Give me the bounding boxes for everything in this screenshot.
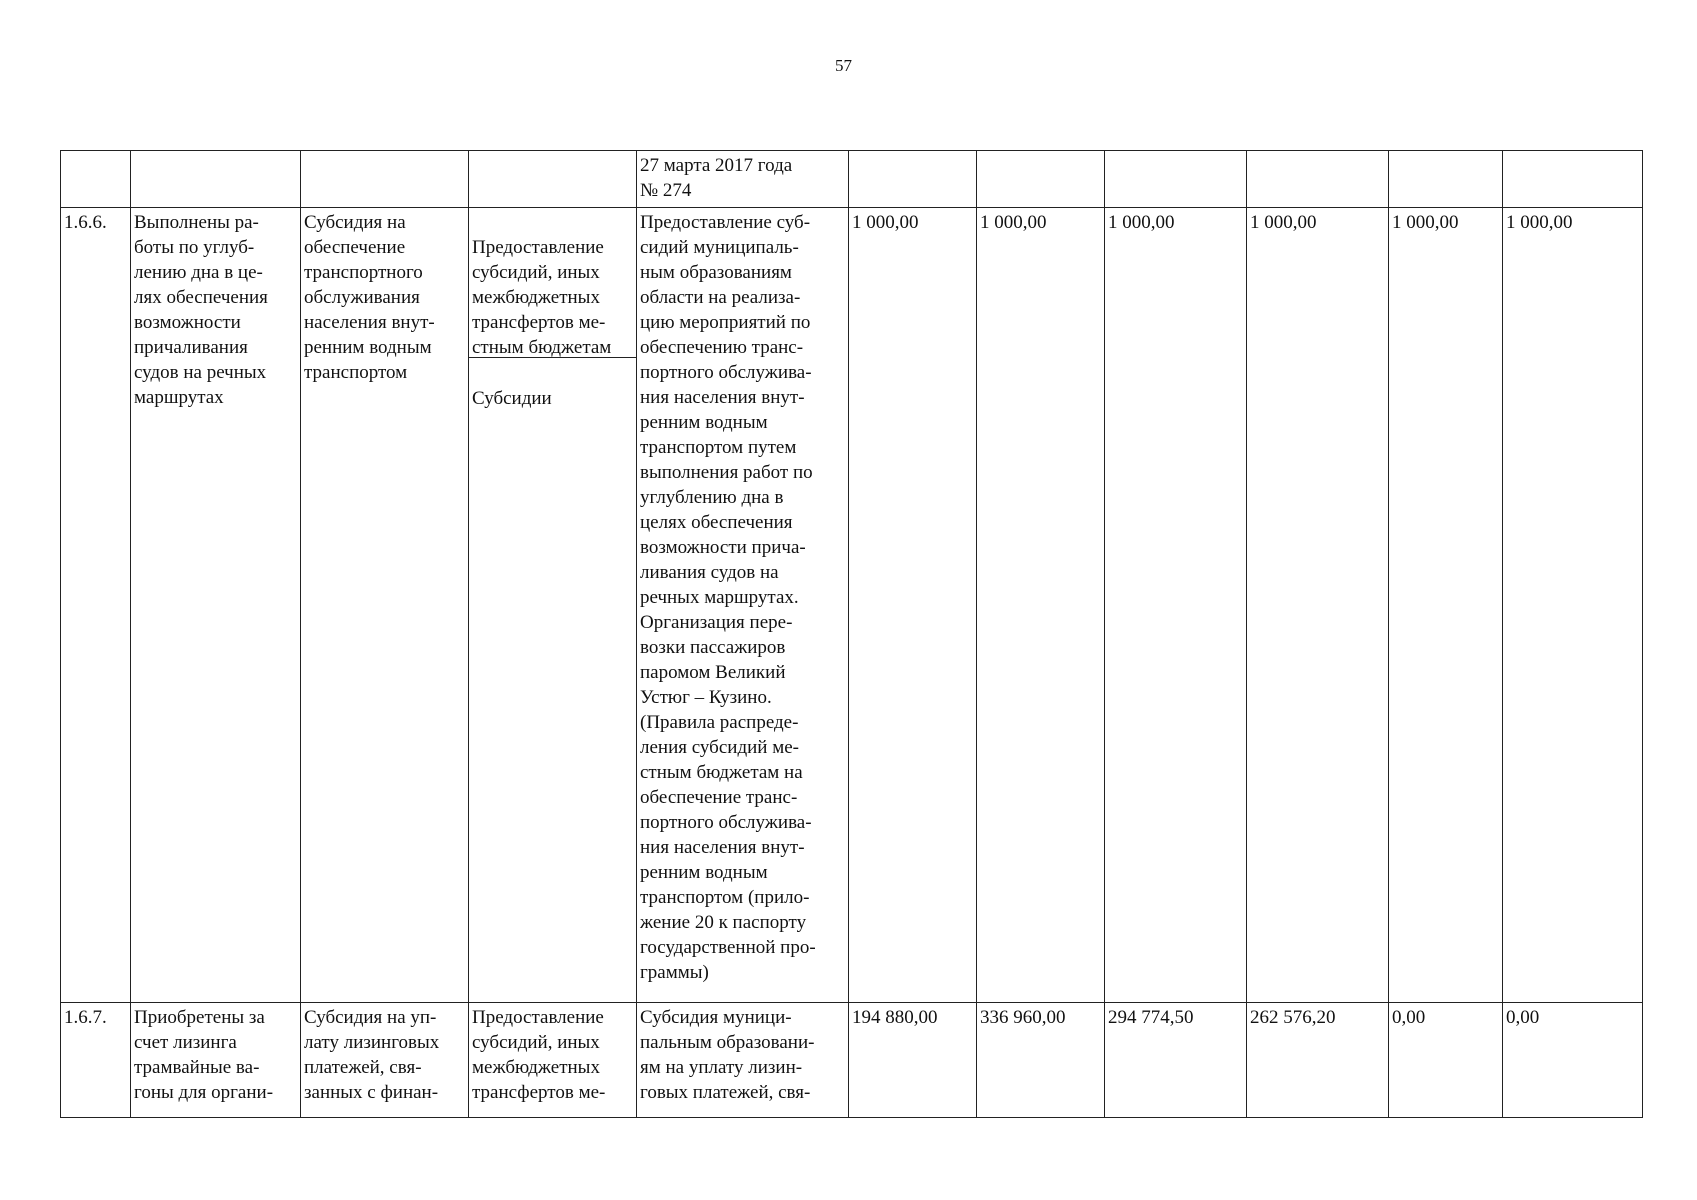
row-number-cell: 1.6.7. [61, 1003, 131, 1118]
program-table [60, 150, 1643, 1118]
page-number: 57 [835, 56, 852, 75]
value-cell [1247, 151, 1389, 208]
expense-type-cell [469, 151, 637, 208]
value-cell [1389, 151, 1503, 208]
value-cell: 0,00 [1389, 1003, 1503, 1118]
expense-name-cell [301, 151, 469, 208]
expense-type-cell: Предоставление субсидий, иных межбюджетных трансфертов ме- [469, 1003, 637, 1118]
value-cell [1503, 151, 1643, 208]
value-cell: 194 880,00 [849, 1003, 977, 1118]
row-number-cell: 1.6.6. [61, 208, 131, 1003]
description-cell: Субсидия муници- пальным образовани- ям на уплату лизин- говых платежей, свя- [637, 1003, 849, 1118]
value-cell: 1 000,00 [849, 208, 977, 1003]
value-cell: 336 960,00 [977, 1003, 1105, 1118]
description-cell: 27 марта 2017 года № 274 [637, 151, 849, 208]
result-cell [131, 151, 301, 208]
expense-name-cell: Субсидия на уп- лату лизинговых платежей, свя- занных с финан- [301, 1003, 469, 1118]
value-cell: 1 000,00 [1105, 208, 1247, 1003]
table-row [61, 208, 1643, 1003]
value-cell [1105, 151, 1247, 208]
value-cell [977, 151, 1105, 208]
value-cell: 294 774,50 [1105, 1003, 1247, 1118]
value-cell: 262 576,20 [1247, 1003, 1389, 1118]
description-cell: Предоставление суб- сидий муниципаль- ным образованиям области на реализа- цию мероприятий по обеспечению транс- портного обслужива- ния населения внут- ренним водным транспортом путем выполнения работ по углублению дна в целях обеспечения возможности прича- ливания судов на речных маршрутах. Организация пере- возки пассажиров паромом Великий Устюг – Кузино. (Правила распреде- ления субсидий ме- стным бюджетам на обеспечение транс- портного обслужива- ния населения внут- ренним водным транспортом (прило- жение 20 к паспорту государственной про- граммы) [637, 208, 849, 1003]
expense-type-top: Предоставление субсидий, иных межбюджетных трансфертов ме- стным бюджетам [469, 233, 636, 358]
value-cell [849, 151, 977, 208]
result-cell: Приобретены за счет лизинга трамвайные ва- гоны для органи- [131, 1003, 301, 1118]
expense-type-bottom: Субсидии [472, 388, 552, 409]
value-cell: 1 000,00 [977, 208, 1105, 1003]
result-cell: Выполнены ра- боты по углуб- лению дна в це- лях обеспечения возможности причаливания судов на речных маршрутах [131, 208, 301, 1003]
expense-name-cell: Субсидия на обеспечение транспортного обслуживания населения внут- ренним водным транспортом [301, 208, 469, 1003]
table-row [61, 151, 1643, 208]
table-row [61, 1003, 1643, 1118]
value-cell: 1 000,00 [1247, 208, 1389, 1003]
row-number-cell [61, 151, 131, 208]
value-cell: 0,00 [1503, 1003, 1643, 1118]
value-cell: 1 000,00 [1503, 208, 1643, 1003]
value-cell: 1 000,00 [1389, 208, 1503, 1003]
expense-type-cell [469, 208, 637, 1003]
